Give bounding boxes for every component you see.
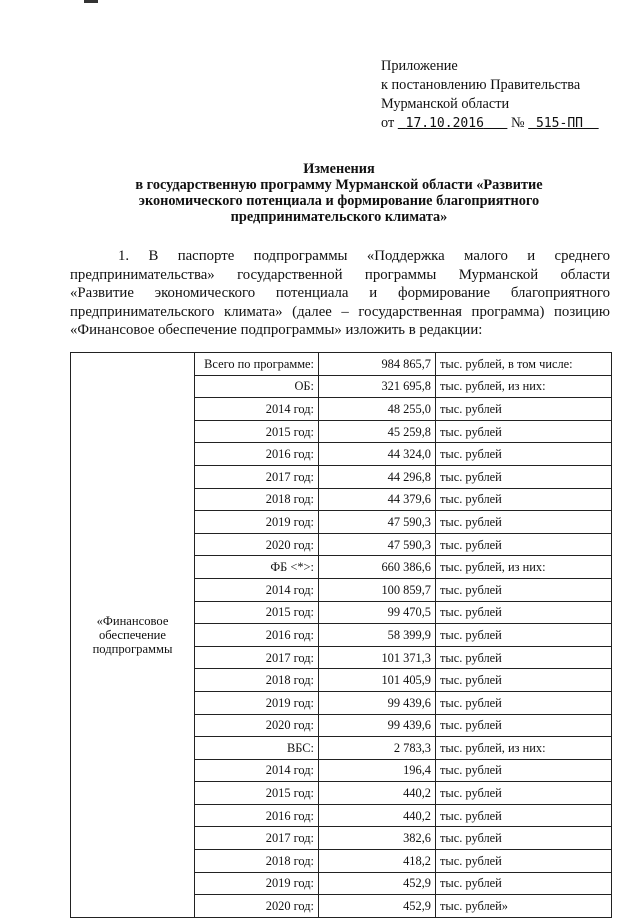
row-value: 321 695,8 <box>319 375 436 398</box>
row-value: 382,6 <box>319 827 436 850</box>
row-unit: тыс. рублей <box>436 646 612 669</box>
appendix-date-line <box>381 114 599 133</box>
row-value: 440,2 <box>319 804 436 827</box>
paragraph-line: «Финансовое обеспечение подпрограммы» изложить в редакции: <box>70 322 483 339</box>
row-value: 44 324,0 <box>319 443 436 466</box>
row-label: 2015 год: <box>195 601 319 624</box>
row-value: 196,4 <box>319 759 436 782</box>
row-label: 2019 год: <box>195 511 319 534</box>
row-label: 2018 год: <box>195 488 319 511</box>
row-value: 660 386,6 <box>319 556 436 579</box>
row-unit: тыс. рублей, из них: <box>436 556 612 579</box>
row-value: 984 865,7 <box>319 353 436 376</box>
paragraph-line: 1. В паспорте подпрограммы «Поддержка малого и среднего <box>118 248 610 264</box>
row-value: 47 590,3 <box>319 533 436 556</box>
document-title <box>70 161 608 225</box>
table-row <box>71 353 612 376</box>
row-label: 2019 год: <box>195 872 319 895</box>
row-unit: тыс. рублей <box>436 714 612 737</box>
row-value: 99 439,6 <box>319 714 436 737</box>
row-value: 44 379,6 <box>319 488 436 511</box>
row-label: 2014 год: <box>195 578 319 601</box>
row-label: 2017 год: <box>195 465 319 488</box>
row-label: 2016 год: <box>195 624 319 647</box>
row-unit: тыс. рублей <box>436 578 612 601</box>
row-unit: тыс. рублей <box>436 691 612 714</box>
row-label: 2017 год: <box>195 646 319 669</box>
row-label: ВБС: <box>195 737 319 760</box>
row-value: 99 470,5 <box>319 601 436 624</box>
row-value: 58 399,9 <box>319 624 436 647</box>
row-unit: тыс. рублей <box>436 398 612 421</box>
row-label: 2018 год: <box>195 850 319 873</box>
appendix-line-2: к постановлению Правительства <box>381 77 581 93</box>
row-unit: тыс. рублей <box>436 669 612 692</box>
document-number: 515-ПП <box>536 116 583 131</box>
appendix-header <box>381 57 599 133</box>
merged-label-cell: «Финансовое обеспечение подпрограммы <box>71 353 195 918</box>
row-value: 452,9 <box>319 895 436 918</box>
row-label: ФБ <*>: <box>195 556 319 579</box>
row-unit: тыс. рублей <box>436 624 612 647</box>
number-prefix: № <box>510 115 525 131</box>
row-value: 440,2 <box>319 782 436 805</box>
row-value: 47 590,3 <box>319 511 436 534</box>
paragraph-line: «Развитие экономического потенциала и формирование благоприятного <box>70 285 610 302</box>
row-value: 99 439,6 <box>319 691 436 714</box>
row-unit: тыс. рублей <box>436 804 612 827</box>
row-value: 418,2 <box>319 850 436 873</box>
row-label: 2019 год: <box>195 691 319 714</box>
row-unit: тыс. рублей <box>436 511 612 534</box>
row-value: 101 371,3 <box>319 646 436 669</box>
row-label: 2018 год: <box>195 669 319 692</box>
row-unit: тыс. рублей <box>436 759 612 782</box>
body-paragraph <box>70 247 610 340</box>
row-unit: тыс. рублей <box>436 465 612 488</box>
row-label: 2015 год: <box>195 420 319 443</box>
row-label: 2016 год: <box>195 443 319 466</box>
row-value: 48 255,0 <box>319 398 436 421</box>
appendix-line-3: Мурманской области <box>381 96 510 112</box>
row-label: 2014 год: <box>195 398 319 421</box>
top-scan-mark <box>84 0 98 3</box>
row-label: 2020 год: <box>195 895 319 918</box>
row-unit: тыс. рублей, из них: <box>436 737 612 760</box>
title-line-1: Изменения <box>303 161 375 177</box>
row-unit: тыс. рублей <box>436 488 612 511</box>
row-value: 452,9 <box>319 872 436 895</box>
paragraph-line: предпринимательства» государственной программы Мурманской области <box>70 266 610 283</box>
row-unit: тыс. рублей <box>436 443 612 466</box>
row-unit: тыс. рублей, из них: <box>436 375 612 398</box>
row-value: 44 296,8 <box>319 465 436 488</box>
row-label: 2020 год: <box>195 533 319 556</box>
financing-table <box>70 352 612 918</box>
document-date: 17.10.2016 <box>405 116 484 131</box>
row-label: 2017 год: <box>195 827 319 850</box>
title-line-4: предпринимательского климата» <box>230 209 448 225</box>
row-value: 101 405,9 <box>319 669 436 692</box>
row-unit: тыс. рублей <box>436 827 612 850</box>
row-unit: тыс. рублей» <box>436 895 612 918</box>
paragraph-line: предпринимательского климата» (далее – государственная программа) позицию <box>70 303 610 320</box>
row-value: 100 859,7 <box>319 578 436 601</box>
row-label: ОБ: <box>195 375 319 398</box>
title-line-3: экономического потенциала и формирование благоприятного <box>138 193 540 209</box>
row-unit: тыс. рублей <box>436 420 612 443</box>
title-line-2: в государственную программу Мурманской области «Развитие <box>135 177 543 193</box>
row-unit: тыс. рублей <box>436 850 612 873</box>
row-label: 2016 год: <box>195 804 319 827</box>
row-label: 2020 год: <box>195 714 319 737</box>
appendix-line-1: Приложение <box>381 58 458 74</box>
row-unit: тыс. рублей <box>436 601 612 624</box>
row-value: 45 259,8 <box>319 420 436 443</box>
row-unit: тыс. рублей, в том числе: <box>436 353 612 376</box>
row-label: 2014 год: <box>195 759 319 782</box>
row-label: 2015 год: <box>195 782 319 805</box>
row-unit: тыс. рублей <box>436 782 612 805</box>
row-value: 2 783,3 <box>319 737 436 760</box>
row-label: Всего по программе: <box>195 353 319 376</box>
date-prefix: от <box>381 115 395 131</box>
row-unit: тыс. рублей <box>436 872 612 895</box>
row-unit: тыс. рублей <box>436 533 612 556</box>
